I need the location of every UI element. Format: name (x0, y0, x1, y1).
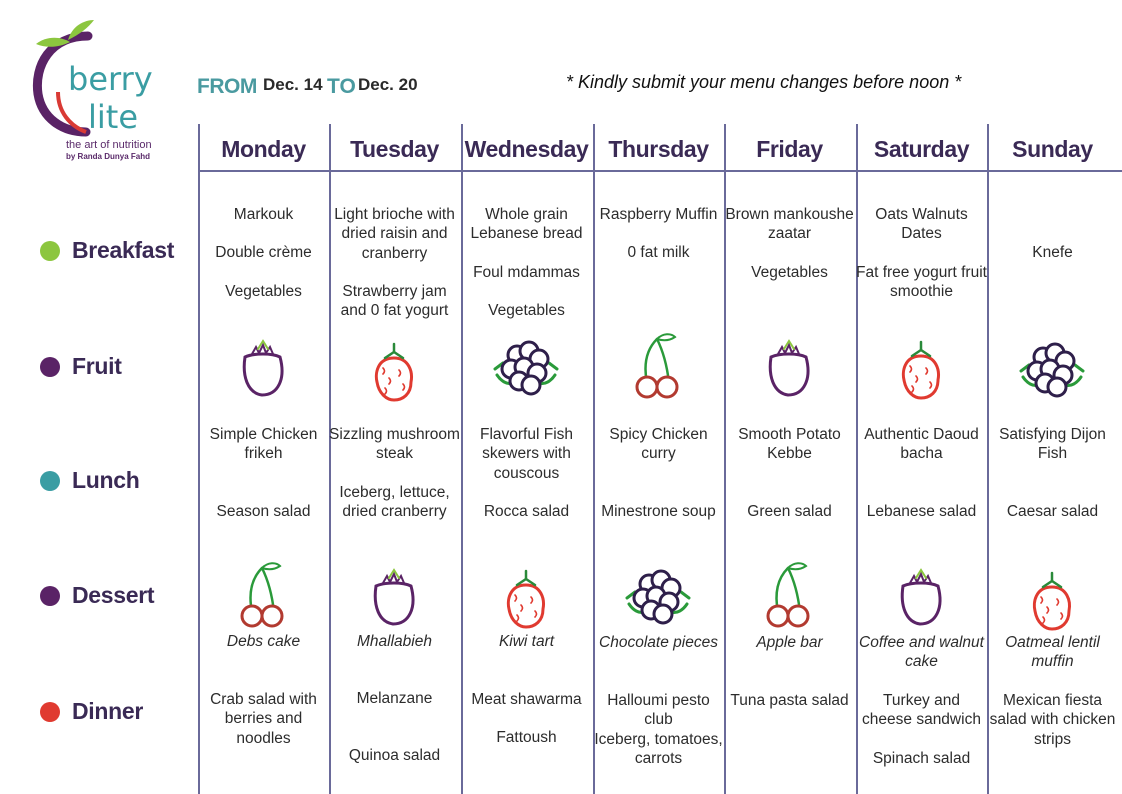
cherry-icon (623, 331, 693, 401)
meal-label-text: Fruit (72, 353, 122, 379)
dinner-cell: Tuna pasta salad (730, 692, 849, 709)
fig-icon (228, 335, 298, 405)
day-header-saturday: Saturday (873, 136, 970, 162)
lunch-cell: Smooth Potato Kebbe Green salad (738, 426, 841, 520)
day-header-monday: Monday (221, 136, 306, 162)
meal-dot-icon (40, 357, 60, 377)
meal-label-text: Lunch (72, 467, 140, 493)
day-header-friday: Friday (756, 136, 823, 162)
header-divider (198, 170, 1122, 172)
lunch-cell: Sizzling mushroom steak Iceberg, lettuce, dried cranberry (329, 426, 460, 520)
meal-dot-icon (40, 586, 60, 606)
lunch-cell: Authentic Daoud bacha Lebanese salad (864, 426, 979, 520)
cherry-icon (228, 560, 298, 630)
svg-text:lite: lite (88, 98, 139, 136)
from-label: FROM (197, 75, 257, 98)
svg-text:berry: berry (68, 60, 153, 98)
blackberry-icon (491, 333, 561, 403)
logo-tagline: the art of nutrition (66, 139, 152, 151)
meal-label-breakfast (40, 237, 174, 264)
meal-dot-icon (40, 471, 60, 491)
meal-label-lunch (40, 467, 140, 494)
day-header-wednesday: Wednesday (464, 136, 589, 162)
breakfast-cell: Brown mankoushe zaatar Vegetables (725, 206, 854, 281)
dinner-cell: Halloumi pesto club Iceberg, tomatoes, carrots (594, 692, 723, 767)
dinner-cell: Crab salad with berries and noodles (210, 691, 317, 747)
blackberry-icon (1017, 335, 1087, 405)
dessert-cell: Apple bar (756, 634, 823, 651)
to-label: TO (327, 75, 356, 98)
lunch-cell: Satisfying Dijon Fish Caesar salad (999, 426, 1106, 520)
lunch-cell: Simple Chicken frikeh Season salad (209, 426, 318, 520)
cherry-icon (754, 560, 824, 630)
breakfast-cell: Light brioche with dried raisin and cranberry Strawberry jam and 0 fat yogurt (334, 206, 455, 320)
breakfast-cell: Markouk Double crème Vegetables (215, 206, 312, 300)
meal-label-fruit (40, 353, 122, 380)
lunch-cell: Spicy Chicken curry Minestrone soup (601, 426, 716, 520)
meal-dot-icon (40, 702, 60, 722)
meal-label-dinner (40, 698, 143, 725)
to-date: Dec. 20 (358, 75, 418, 94)
fig-icon (886, 564, 956, 634)
dessert-cell: Coffee and walnut cake (859, 634, 984, 671)
logo-mark-icon (28, 18, 178, 143)
raspberry-icon (886, 336, 956, 406)
day-header-tuesday: Tuesday (350, 136, 439, 162)
raspberry-icon (359, 338, 429, 408)
dessert-cell: Mhallabieh (357, 633, 432, 650)
from-date: Dec. 14 (263, 75, 323, 94)
breakfast-cell: Whole grain Lebanese bread Foul mdammas Vegetables (470, 206, 583, 319)
dinner-cell: Meat shawarma Fattoush (471, 691, 582, 747)
blackberry-icon (623, 562, 693, 632)
raspberry-icon (491, 565, 561, 635)
raspberry-icon (1017, 567, 1087, 637)
dinner-cell: Mexican fiesta salad with chicken strips (989, 692, 1116, 748)
dessert-cell: Oatmeal lentil muffin (1005, 634, 1100, 671)
fig-icon (359, 564, 429, 634)
dessert-cell: Debs cake (226, 633, 301, 650)
lunch-cell: Flavorful Fish skewers with couscous Rocca salad (479, 426, 574, 520)
meal-dot-icon (40, 241, 60, 261)
meal-label-text: Breakfast (72, 237, 175, 263)
logo-byline: by Randa Dunya Fahd (66, 152, 151, 161)
breakfast-cell: Knefe (1032, 244, 1073, 261)
meal-label-text: Dinner (72, 698, 144, 724)
day-header-sunday: Sunday (1012, 136, 1093, 162)
fig-icon (754, 335, 824, 405)
breakfast-cell: Raspberry Muffin 0 fat milk (599, 206, 718, 262)
berrylite-logo (28, 18, 178, 168)
menu-note: * Kindly submit your menu changes before noon * (566, 72, 962, 92)
dinner-cell: Melanzane Quinoa salad (348, 690, 441, 765)
dinner-cell: Turkey and cheese sandwich Spinach salad (862, 692, 981, 767)
day-header-thursday: Thursday (608, 136, 709, 162)
meal-label-dessert (40, 582, 154, 609)
dessert-cell: Chocolate pieces (599, 634, 718, 651)
meal-label-text: Dessert (72, 582, 155, 608)
breakfast-cell: Oats Walnuts Dates Fat free yogurt fruit smoothie (856, 206, 987, 300)
dessert-cell: Kiwi tart (498, 633, 555, 650)
